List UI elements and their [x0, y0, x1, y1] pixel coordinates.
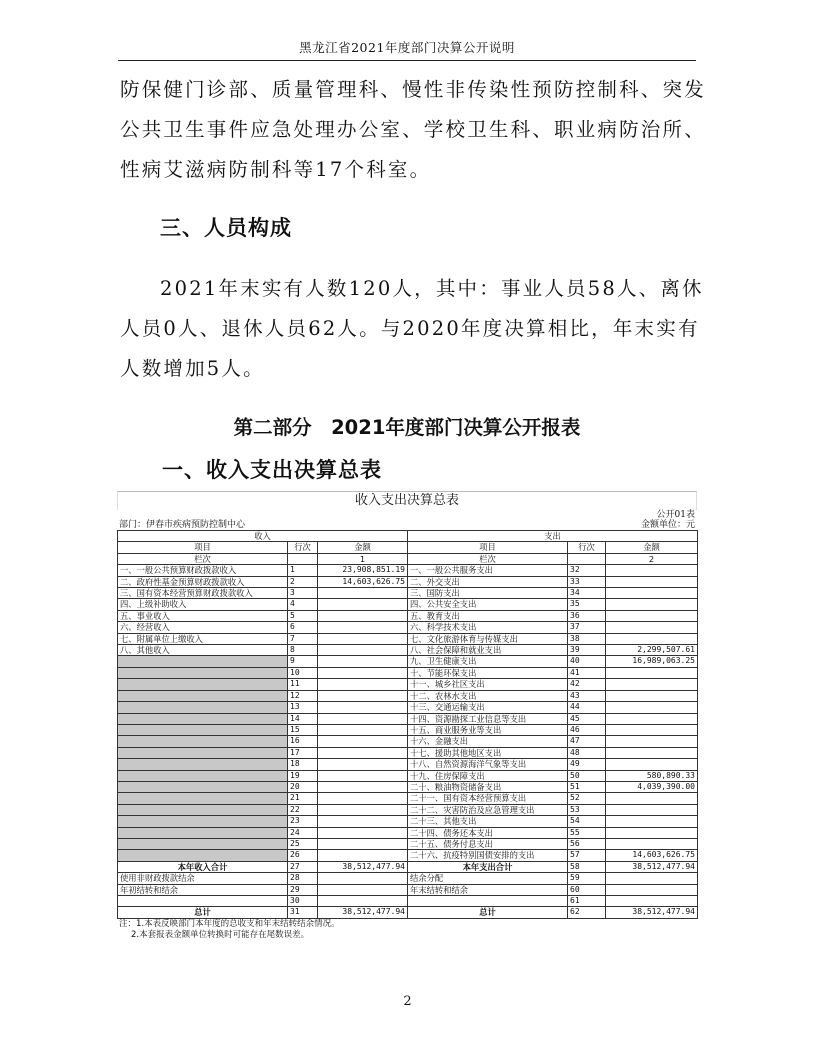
income-amount: 38,512,477.94: [318, 861, 408, 872]
income-line: 12: [288, 690, 318, 701]
income-item: 使用非财政拨款结余: [118, 873, 288, 884]
income-line: 5: [288, 610, 318, 621]
expense-line: 52: [568, 793, 606, 804]
expense-item: 十一、城乡社区支出: [408, 679, 568, 690]
income-item: [118, 804, 288, 815]
expense-amount: 580,890.33: [606, 770, 698, 781]
expense-item: 二十三、其他支出: [408, 816, 568, 827]
expense-amount: 38,512,477.94: [606, 861, 698, 872]
expense-item: 二十四、债务还本支出: [408, 827, 568, 838]
income-amount: 23,908,851.19: [318, 565, 408, 576]
income-item: 总计: [118, 907, 288, 918]
income-amount: [318, 645, 408, 656]
expense-line: 56: [568, 838, 606, 849]
income-amount: [318, 724, 408, 735]
income-item: [118, 850, 288, 861]
expense-item: 二十六、抗疫特别国债安排的支出: [408, 850, 568, 861]
subheader-item: 栏次: [408, 553, 568, 564]
expense-amount: [606, 702, 698, 713]
part-two-title: 第二部分 2021年度部门决算公开报表: [233, 416, 581, 439]
expense-item: 七、文化旅游体育与传媒支出: [408, 633, 568, 644]
income-amount: 14,603,626.75: [318, 576, 408, 587]
table-row: [118, 793, 698, 804]
income-amount: [318, 884, 408, 895]
table-title: 收入支出决算总表: [117, 491, 697, 510]
table-row: [118, 770, 698, 781]
expense-item: 结余分配: [408, 873, 568, 884]
table-row: [118, 713, 698, 724]
table-row: [118, 610, 698, 621]
income-amount: [318, 690, 408, 701]
page-header: 黑龙江省2021年度部门决算公开说明: [299, 40, 515, 55]
income-item: [118, 838, 288, 849]
col-header-item: 项目: [118, 542, 288, 553]
expense-item: 二、外交支出: [408, 576, 568, 587]
expense-amount: [606, 713, 698, 724]
income-item: 一、一般公共预算财政拨款收入: [118, 565, 288, 576]
income-amount: [318, 793, 408, 804]
expense-line: 61: [568, 896, 606, 907]
expense-item: 本年支出合计: [408, 861, 568, 872]
expense-item: 二十二、灾害防治及应急管理支出: [408, 804, 568, 815]
income-line: 21: [288, 793, 318, 804]
expense-line: 53: [568, 804, 606, 815]
expense-item: [408, 896, 568, 907]
subheader-amount-right: 2: [606, 553, 698, 564]
income-amount: [318, 770, 408, 781]
col-header-amount: 金额: [318, 542, 408, 553]
expense-item: 十七、援助其他地区支出: [408, 747, 568, 758]
income-item: 本年收入合计: [118, 861, 288, 872]
table-code: 公开01表: [656, 510, 695, 520]
income-item: 五、事业收入: [118, 610, 288, 621]
expense-section-header: 支出: [408, 531, 698, 542]
table-row: [118, 781, 698, 792]
income-amount: 38,512,477.94: [318, 907, 408, 918]
income-line: 10: [288, 667, 318, 678]
income-line: 24: [288, 827, 318, 838]
income-item: [118, 713, 288, 724]
income-line: 28: [288, 873, 318, 884]
expense-item: 五、教育支出: [408, 610, 568, 621]
income-amount: [318, 679, 408, 690]
grand-row: [118, 907, 698, 918]
table-row: [118, 736, 698, 747]
col-header-line: 行次: [568, 542, 606, 553]
text-line: 人数增加5人。: [120, 357, 265, 380]
expense-line: 43: [568, 690, 606, 701]
department-label: 部门：伊春市疾病预防控制中心: [119, 520, 246, 530]
income-item: [118, 736, 288, 747]
expense-item: 十六、金融支出: [408, 736, 568, 747]
income-amount: [318, 656, 408, 667]
table-row: [118, 816, 698, 827]
expense-amount: 2,299,507.61: [606, 645, 698, 656]
expense-amount: 4,039,390.00: [606, 781, 698, 792]
table-row: [118, 599, 698, 610]
income-item: 七、附属单位上缴收入: [118, 633, 288, 644]
income-line: 18: [288, 759, 318, 770]
expense-line: 51: [568, 781, 606, 792]
income-amount: [318, 599, 408, 610]
expense-line: 38: [568, 633, 606, 644]
note-line: 2.本套报表金额单位转换时可能存在尾数误差。: [131, 930, 310, 941]
expense-line: 39: [568, 645, 606, 656]
income-item: 三、国有资本经营预算财政拨款收入: [118, 588, 288, 599]
income-line: 19: [288, 770, 318, 781]
income-amount: [318, 896, 408, 907]
expense-item: 十三、交通运输支出: [408, 702, 568, 713]
expense-item: 十五、商业服务业等支出: [408, 724, 568, 735]
table-row: [118, 804, 698, 815]
table-row: [118, 759, 698, 770]
income-item: [118, 667, 288, 678]
text-line: 2021年末实有人数120人，其中：事业人员58人、离休: [160, 277, 704, 300]
table-row: [118, 588, 698, 599]
expense-line: 57: [568, 850, 606, 861]
text-line: 防保健门诊部、质量管理科、慢性非传染性预防控制科、突发: [120, 78, 706, 101]
expense-amount: [606, 793, 698, 804]
expense-line: 37: [568, 622, 606, 633]
text-line: 公共卫生事件应急处理办公室、学校卫生科、职业病防治所、: [120, 118, 706, 141]
expense-amount: [606, 576, 698, 587]
expense-amount: [606, 633, 698, 644]
income-line: 17: [288, 747, 318, 758]
extra-row: [118, 873, 698, 884]
expense-amount: [606, 588, 698, 599]
income-amount: [318, 781, 408, 792]
expense-item: 十二、农林水支出: [408, 690, 568, 701]
table-row: [118, 838, 698, 849]
expense-amount: 16,989,063.25: [606, 656, 698, 667]
total-row: [118, 861, 698, 872]
income-item: [118, 679, 288, 690]
table-row: [118, 747, 698, 758]
income-line: 20: [288, 781, 318, 792]
income-amount: [318, 702, 408, 713]
income-line: 14: [288, 713, 318, 724]
expense-line: 55: [568, 827, 606, 838]
income-amount: [318, 816, 408, 827]
table-row: [118, 645, 698, 656]
expense-amount: [606, 873, 698, 884]
income-amount: [318, 588, 408, 599]
expense-item: 十八、自然资源海洋气象等支出: [408, 759, 568, 770]
income-item: [118, 702, 288, 713]
expense-line: 36: [568, 610, 606, 621]
income-line: 26: [288, 850, 318, 861]
expense-amount: [606, 622, 698, 633]
income-item: [118, 747, 288, 758]
expense-line: 50: [568, 770, 606, 781]
section-heading-staff: 三、人员构成: [160, 216, 292, 240]
expense-line: 58: [568, 861, 606, 872]
income-item: 年初结转和结余: [118, 884, 288, 895]
table-row: [118, 633, 698, 644]
expense-amount: [606, 736, 698, 747]
income-amount: [318, 633, 408, 644]
income-item: [118, 656, 288, 667]
income-line: 1: [288, 565, 318, 576]
income-line: 15: [288, 724, 318, 735]
expense-item: 二十、粮油物资储备支出: [408, 781, 568, 792]
expense-line: 47: [568, 736, 606, 747]
expense-item: 三、国防支出: [408, 588, 568, 599]
income-amount: [318, 759, 408, 770]
expense-line: 33: [568, 576, 606, 587]
table-row: [118, 667, 698, 678]
income-amount: [318, 827, 408, 838]
expense-amount: 14,603,626.75: [606, 850, 698, 861]
expense-line: 42: [568, 679, 606, 690]
income-amount: [318, 713, 408, 724]
expense-amount: [606, 838, 698, 849]
income-line: 25: [288, 838, 318, 849]
table-row: [118, 724, 698, 735]
table-row: [118, 622, 698, 633]
table-row: [118, 702, 698, 713]
income-line: 27: [288, 861, 318, 872]
unit-label: 金额单位：元: [640, 520, 695, 530]
budget-table-sheet: [117, 491, 697, 942]
subheader-blank: [568, 553, 606, 564]
expense-amount: [606, 724, 698, 735]
expense-amount: [606, 804, 698, 815]
expense-line: 46: [568, 724, 606, 735]
expense-item: 十九、住房保障支出: [408, 770, 568, 781]
expense-line: 34: [568, 588, 606, 599]
income-line: 2: [288, 576, 318, 587]
expense-amount: [606, 679, 698, 690]
expense-item: 九、卫生健康支出: [408, 656, 568, 667]
income-line: 9: [288, 656, 318, 667]
table-row: [118, 656, 698, 667]
table-meta: [117, 520, 697, 530]
expense-amount: [606, 565, 698, 576]
income-line: 23: [288, 816, 318, 827]
income-item: [118, 896, 288, 907]
income-item: [118, 770, 288, 781]
income-item: [118, 793, 288, 804]
col-header-line: 行次: [288, 542, 318, 553]
income-item: 八、其他收入: [118, 645, 288, 656]
expense-item: 一、一般公共服务支出: [408, 565, 568, 576]
expense-line: 41: [568, 667, 606, 678]
expense-amount: [606, 816, 698, 827]
income-line: 11: [288, 679, 318, 690]
expense-item: 二十一、国有资本经营预算支出: [408, 793, 568, 804]
subheader-amount-left: 1: [318, 553, 408, 564]
subheader-item: 栏次: [118, 553, 288, 564]
subheader-blank: [288, 553, 318, 564]
col-header-item: 项目: [408, 542, 568, 553]
expense-amount: [606, 827, 698, 838]
income-line: 8: [288, 645, 318, 656]
expense-line: 35: [568, 599, 606, 610]
expense-amount: [606, 896, 698, 907]
expense-amount: [606, 747, 698, 758]
income-line: 3: [288, 588, 318, 599]
text-line: 性病艾滋病防制科等17个科室。: [120, 158, 432, 181]
expense-line: 48: [568, 747, 606, 758]
income-item: 四、上级补助收入: [118, 599, 288, 610]
income-line: 22: [288, 804, 318, 815]
expense-item: 总计: [408, 907, 568, 918]
income-line: 7: [288, 633, 318, 644]
income-item: [118, 827, 288, 838]
expense-line: 60: [568, 884, 606, 895]
income-amount: [318, 736, 408, 747]
income-line: 30: [288, 896, 318, 907]
income-line: 29: [288, 884, 318, 895]
table-row: [118, 850, 698, 861]
table-notes: [117, 919, 697, 942]
table-row: [118, 679, 698, 690]
income-line: 13: [288, 702, 318, 713]
income-line: 16: [288, 736, 318, 747]
expense-item: 八、社会保障和就业支出: [408, 645, 568, 656]
income-amount: [318, 850, 408, 861]
expense-amount: 38,512,477.94: [606, 907, 698, 918]
extra-row: [118, 884, 698, 895]
income-amount: [318, 838, 408, 849]
income-item: 六、经营收入: [118, 622, 288, 633]
expense-amount: [606, 759, 698, 770]
expense-line: 32: [568, 565, 606, 576]
col-header-amount: 金额: [606, 542, 698, 553]
expense-item: 十、节能环保支出: [408, 667, 568, 678]
expense-line: 54: [568, 816, 606, 827]
expense-item: 十四、资源勘探工业信息等支出: [408, 713, 568, 724]
expense-item: 六、科学技术支出: [408, 622, 568, 633]
header-rule: [118, 60, 696, 61]
note-line: 注：1.本表反映部门本年度的总收支和年末结转结余情况。: [119, 918, 340, 929]
table-section-heading: 一、收入支出决算总表: [162, 458, 382, 482]
expense-amount: [606, 884, 698, 895]
expense-amount: [606, 690, 698, 701]
expense-line: 45: [568, 713, 606, 724]
page-number: 2: [403, 994, 412, 1009]
income-item: [118, 690, 288, 701]
income-item: [118, 759, 288, 770]
expense-amount: [606, 667, 698, 678]
expense-amount: [606, 599, 698, 610]
income-line: 4: [288, 599, 318, 610]
table-row: [118, 565, 698, 576]
expense-item: 四、公共安全支出: [408, 599, 568, 610]
expense-line: 59: [568, 873, 606, 884]
income-item: [118, 724, 288, 735]
expense-item: 二十五、债务付息支出: [408, 838, 568, 849]
income-item: [118, 781, 288, 792]
expense-line: 40: [568, 656, 606, 667]
income-amount: [318, 610, 408, 621]
income-item: 二、政府性基金预算财政拨款收入: [118, 576, 288, 587]
income-amount: [318, 804, 408, 815]
income-amount: [318, 747, 408, 758]
expense-line: 62: [568, 907, 606, 918]
expense-line: 49: [568, 759, 606, 770]
extra-row: [118, 896, 698, 907]
expense-amount: [606, 610, 698, 621]
table-row: [118, 690, 698, 701]
text-line: 人员0人、退休人员62人。与2020年度决算相比，年末实有: [120, 317, 700, 340]
income-amount: [318, 873, 408, 884]
income-amount: [318, 667, 408, 678]
budget-table: [117, 530, 698, 919]
income-section-header: 收入: [118, 531, 408, 542]
income-item: [118, 816, 288, 827]
income-line: 31: [288, 907, 318, 918]
table-row: [118, 576, 698, 587]
expense-item: 年末结转和结余: [408, 884, 568, 895]
table-row: [118, 827, 698, 838]
income-amount: [318, 622, 408, 633]
income-line: 6: [288, 622, 318, 633]
expense-line: 44: [568, 702, 606, 713]
